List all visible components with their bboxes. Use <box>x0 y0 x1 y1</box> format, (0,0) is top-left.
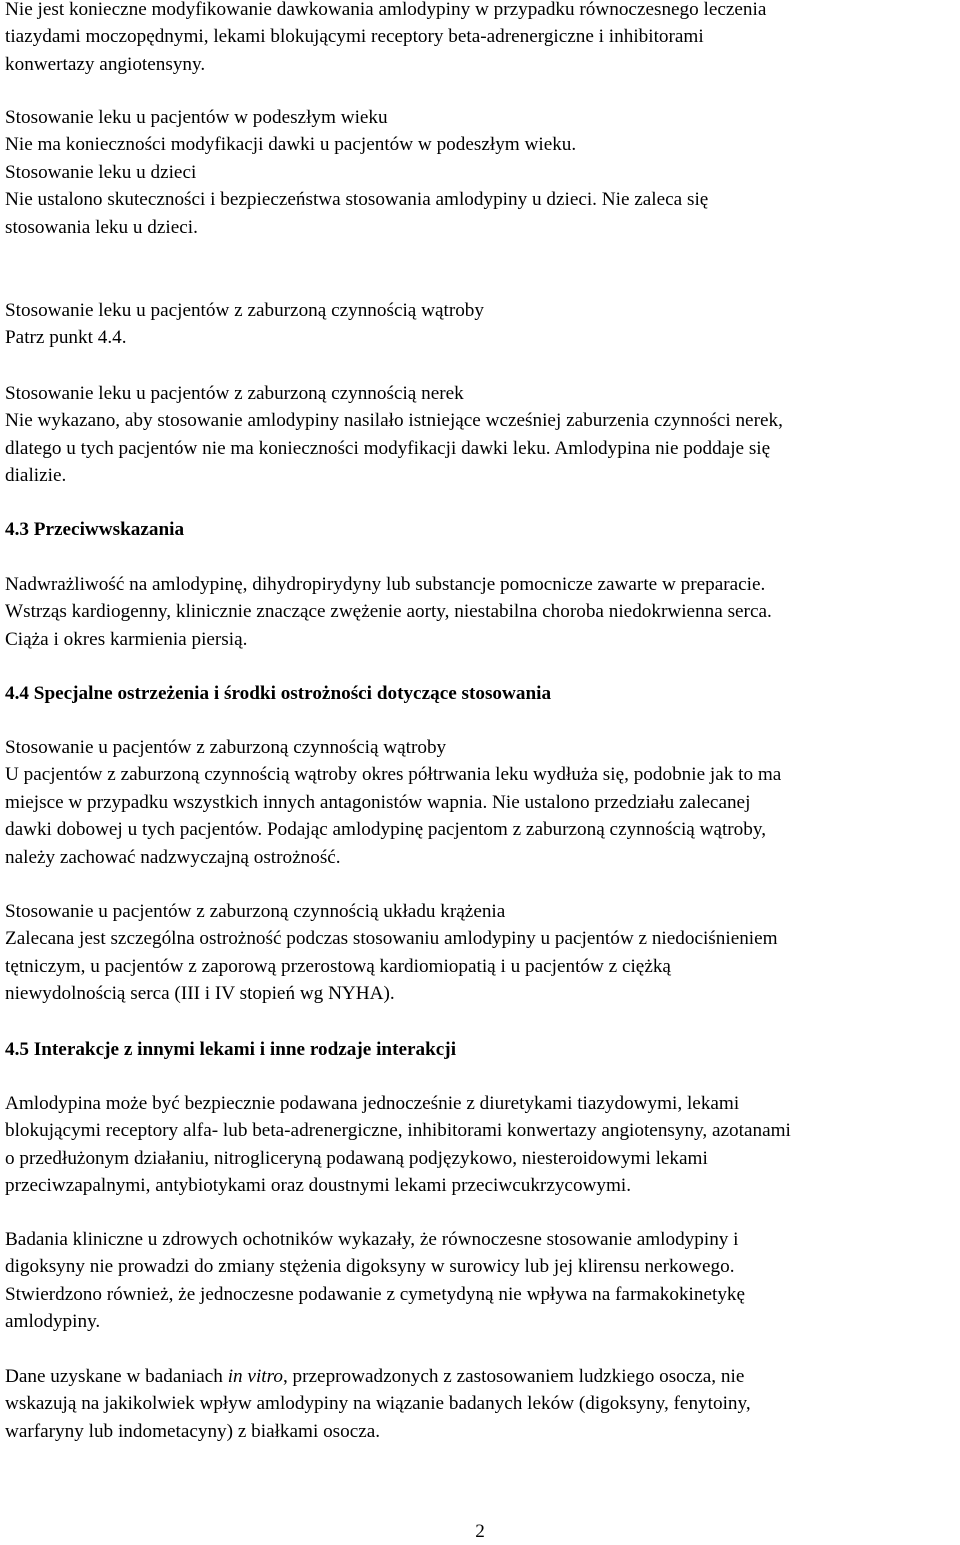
subheading: Stosowanie u pacjentów z zaburzoną czynnością wątroby <box>5 737 447 758</box>
paragraph-liver-warning <box>5 734 957 871</box>
paragraph-interactions <box>5 1090 957 1200</box>
italic-term: in vitro <box>227 1366 283 1387</box>
text-line: niewydolnością serca (III i IV stopień wg NYHA). <box>5 983 395 1005</box>
text-line: Nie jest konieczne modyfikowanie dawkowania amlodypiny w przypadku równoczesnego leczenia <box>5 0 767 20</box>
text-line: warfaryny lub indometacyny) z białkami osocza. <box>5 1420 381 1442</box>
text-line: Amlodypina może być bezpiecznie podawana jednocześnie z diuretykami tiazydowymi, lekami <box>5 1093 740 1114</box>
text-line: wskazują na jakikolwiek wpływ amlodypiny na wiązanie badanych leków (digoksyny, fenytoiny, <box>5 1393 751 1415</box>
text-line: Nadwrażliwość na amlodypinę, dihydropirydyny lub substancje pomocnicze zawarte w preparacie. <box>5 574 766 595</box>
text-line: o przedłużonym działaniu, nitrogliceryną podawaną podjęzykowo, niesteroidowymi lekami <box>5 1147 708 1169</box>
text-line: dializie. <box>5 465 67 487</box>
paragraph-liver-dosing <box>5 297 957 352</box>
text-segment: , przeprowadzonych z zastosowaniem ludzkiego osocza, nie <box>282 1366 745 1387</box>
text-line: przeciwzapalnymi, antybiotykami oraz doustnymi lekami przeciwcukrzycowymi. <box>5 1175 632 1197</box>
page-number: 2 <box>475 1521 485 1542</box>
text-line: Nie ma konieczności modyfikacji dawki u pacjentów w podeszłym wieku. <box>5 134 577 156</box>
subheading: Stosowanie leku u dzieci <box>5 162 197 183</box>
text-line: Ciąża i okres karmienia piersią. <box>5 628 248 650</box>
paragraph-contraindications <box>5 571 957 653</box>
subheading: Stosowanie u pacjentów z zaburzoną czynnością układu krążenia <box>5 901 506 922</box>
text-line: dlatego u tych pacjentów nie ma konieczności modyfikacji dawki leku. Amlodypina nie poddaje się <box>5 437 771 459</box>
paragraph-elderly <box>5 104 957 159</box>
paragraph-dosage-combination <box>5 0 957 78</box>
paragraph-kidney <box>5 380 957 490</box>
subheading: Stosowanie leku u pacjentów z zaburzoną czynnością nerek <box>5 383 464 404</box>
paragraph-children <box>5 159 957 241</box>
text-line: stosowania leku u dzieci. <box>5 216 198 238</box>
text-line <box>5 1363 957 1390</box>
text-line: Zalecana jest szczególna ostrożność podczas stosowaniu amlodypiny u pacjentów z niedociśnieniem <box>5 928 778 950</box>
text-line: digoksyny nie prowadzi do zmiany stężenia digoksyny w surowicy lub jej klirensu nerkowego. <box>5 1256 735 1278</box>
text-line: amlodypiny. <box>5 1311 101 1333</box>
paragraph-circulation <box>5 898 957 1008</box>
paragraph-digoxin <box>5 1226 957 1336</box>
text-line: U pacjentów z zaburzoną czynnością wątroby okres półtrwania leku wydłuża się, podobnie jak to ma <box>5 764 782 786</box>
text-line: tętniczym, u pacjentów z zaporową przerostową kardiomiopatią i u pacjentów z ciężką <box>5 955 671 977</box>
text-segment: Dane uzyskane w badaniach <box>5 1366 228 1387</box>
text-line: blokującymi receptory alfa- lub beta-adrenergiczne, inhibitorami konwertazy angiotensyny, azotanami <box>5 1120 791 1142</box>
text-line: konwertazy angiotensyny. <box>5 53 206 75</box>
subheading: Stosowanie leku u pacjentów w podeszłym wieku <box>5 107 388 128</box>
text-line: Stwierdzono również, że jednoczesne podawanie z cymetydyną nie wpływa na farmakokinetykę <box>5 1283 746 1305</box>
text-line: Wstrząs kardiogenny, klinicznie znaczące zwężenie aorty, niestabilna choroba niedokrwienna serca. <box>5 601 772 623</box>
text-line: należy zachować nadzwyczajną ostrożność. <box>5 846 341 868</box>
text-line: Nie ustalono skuteczności i bezpieczeństwa stosowania amlodypiny u dzieci. Nie zaleca się <box>5 189 709 211</box>
text-line: Patrz punkt 4.4. <box>5 327 127 349</box>
section-heading: 4.4 Specjalne ostrzeżenia i środki ostrożności dotyczące stosowania <box>5 683 552 704</box>
section-4-3 <box>5 516 957 543</box>
text-line: Nie wykazano, aby stosowanie amlodypiny nasilało istniejące wcześniej zaburzenia czynności nerek, <box>5 410 783 432</box>
text-line: tiazydami moczopędnymi, lekami blokującymi receptory beta-adrenergiczne i inhibitorami <box>5 26 704 48</box>
section-heading: 4.5 Interakcje z innymi lekami i inne rodzaje interakcji <box>5 1039 457 1060</box>
paragraph-in-vitro <box>5 1363 957 1445</box>
text-line: dawki dobowej u tych pacjentów. Podając amlodypinę pacjentom z zaburzoną czynnością wątroby, <box>5 819 767 841</box>
section-4-5 <box>5 1036 957 1063</box>
subheading: Stosowanie leku u pacjentów z zaburzoną czynnością wątroby <box>5 300 484 321</box>
section-4-4 <box>5 680 957 707</box>
section-heading: 4.3 Przeciwwskazania <box>5 519 185 540</box>
text-line: Badania kliniczne u zdrowych ochotników wykazały, że równoczesne stosowanie amlodypiny i <box>5 1229 739 1250</box>
text-line: miejsce w przypadku wszystkich innych antagonistów wapnia. Nie ustalono przedziału zalecanej <box>5 791 751 813</box>
